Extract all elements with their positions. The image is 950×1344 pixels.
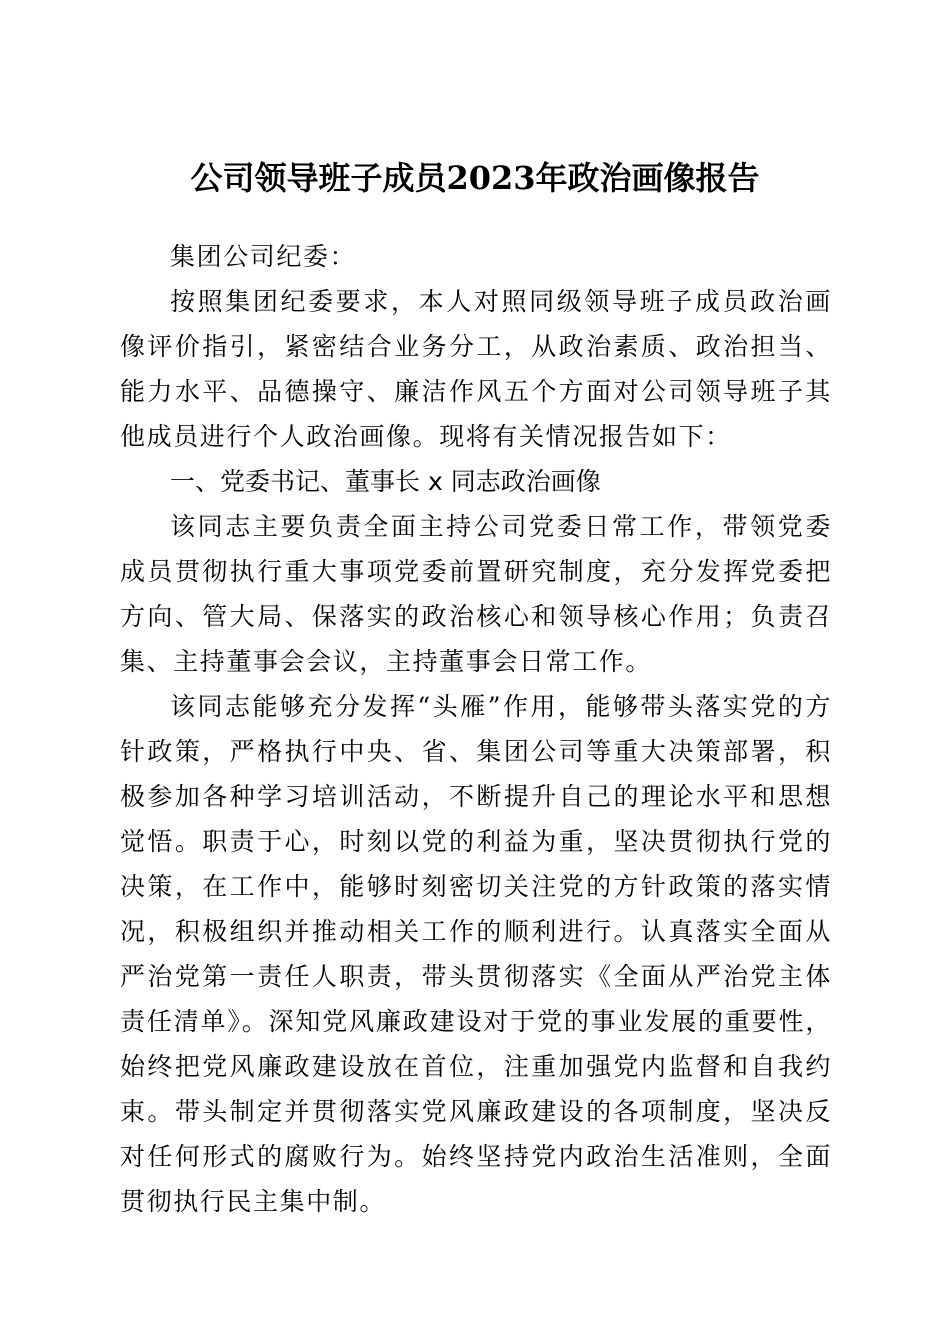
document-title: 公司领导班子成员2023年政治画像报告 [190,159,760,198]
section-1-paragraph-2: 该同志能够充分发挥“头雁”作用，能够带头落实党的方针政策，严格执行中央、省、集团公司等重大决策部署，积极参加各种学习培训活动，不断提升自己的理论水平和思想觉悟。职责于心，时刻以党的利益为重，坚决贯彻执行党的决策，在工作中，能够时刻密切关注党的方针政策的落实情况，积极组织并推动相关工作的顺利进行。认真落实全面从严治党第一责任人职责，带头贯彻落实《全面从严治党主体责任清单》。深知党风廉政建设对于党的事业发展的重要性，始终把党风廉政建设放在首位，注重加强党内监督和自我约束。带头制定并贯彻落实党风廉政建设的各项制度，坚决反对任何形式的腐败行为。始终坚持党内政治生活准则，全面贯彻执行民主集中制。 [120,692,832,1216]
salutation: 集团公司纪委： [170,242,357,271]
section-1-paragraph-1: 该同志主要负责全面主持公司党委日常工作，带领党委成员贯彻执行重大事项党委前置研究制度，充分发挥党委把方向、管大局、保落实的政治核心和领导核心作用；负责召集、主持董事会会议，主持董事会日常工作。 [120,512,832,676]
intro-paragraph: 按照集团纪委要求，本人对照同级领导班子成员政治画像评价指引，紧密结合业务分工，从政治素质、政治担当、能力水平、品德操守、廉洁作风五个方面对公司领导班子其他成员进行个人政治画像。现将有关情况报告如下： [120,287,832,451]
document-body [120,234,832,1224]
section-heading-1: 一、党委书记、董事长 x 同志政治画像 [170,467,601,496]
